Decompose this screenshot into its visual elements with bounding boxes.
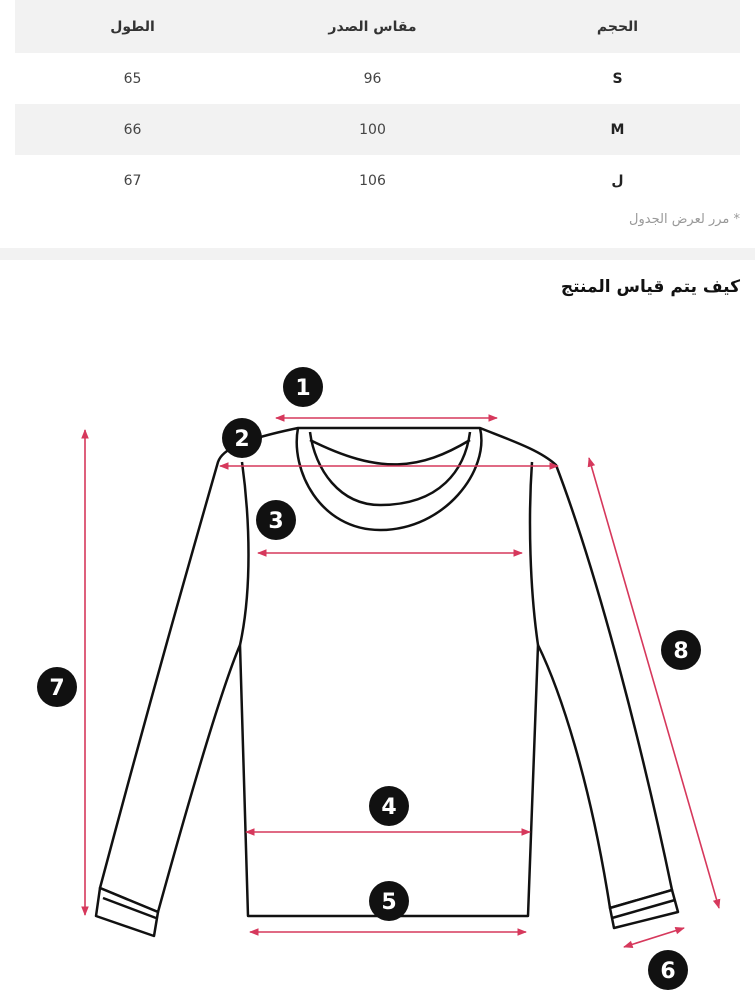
header-size: الحجم [596, 18, 639, 35]
scroll-hint: * مرر لعرض الجدول [629, 212, 740, 227]
table-row [15, 104, 740, 155]
marker-6 [648, 950, 688, 990]
size-table [15, 0, 740, 206]
section-divider [0, 248, 755, 260]
marker-5 [369, 881, 409, 921]
svg-text:1: 1 [295, 376, 311, 401]
cell-length: 65 [123, 70, 142, 87]
table-header-row [15, 0, 740, 53]
svg-text:2: 2 [234, 427, 250, 452]
header-length: الطول [110, 18, 155, 35]
table-row [15, 53, 740, 104]
svg-text:4: 4 [381, 795, 397, 820]
table-row [15, 155, 740, 206]
svg-text:8: 8 [673, 639, 689, 664]
cell-size: S [612, 70, 623, 87]
cell-chest: 96 [363, 70, 382, 87]
marker-2 [222, 418, 262, 458]
cell-chest: 106 [359, 172, 386, 189]
marker-1 [283, 367, 323, 407]
cell-length: 67 [123, 172, 142, 189]
cell-size: ل [611, 172, 624, 189]
svg-text:7: 7 [49, 676, 65, 701]
cell-length: 66 [123, 121, 142, 138]
cell-chest: 100 [359, 121, 386, 138]
sweater-outline [96, 428, 678, 936]
marker-7 [37, 667, 77, 707]
header-chest: مقاس الصدر [328, 18, 417, 35]
svg-text:6: 6 [660, 959, 676, 984]
svg-text:3: 3 [268, 509, 284, 534]
svg-text:5: 5 [381, 890, 397, 915]
sweater-measurement-diagram [0, 320, 755, 999]
measure-line-6 [624, 928, 684, 947]
marker-4 [369, 786, 409, 826]
section-title: كيف يتم قياس المنتج [560, 277, 740, 297]
marker-8 [661, 630, 701, 670]
marker-3 [256, 500, 296, 540]
cell-size: M [610, 121, 625, 138]
